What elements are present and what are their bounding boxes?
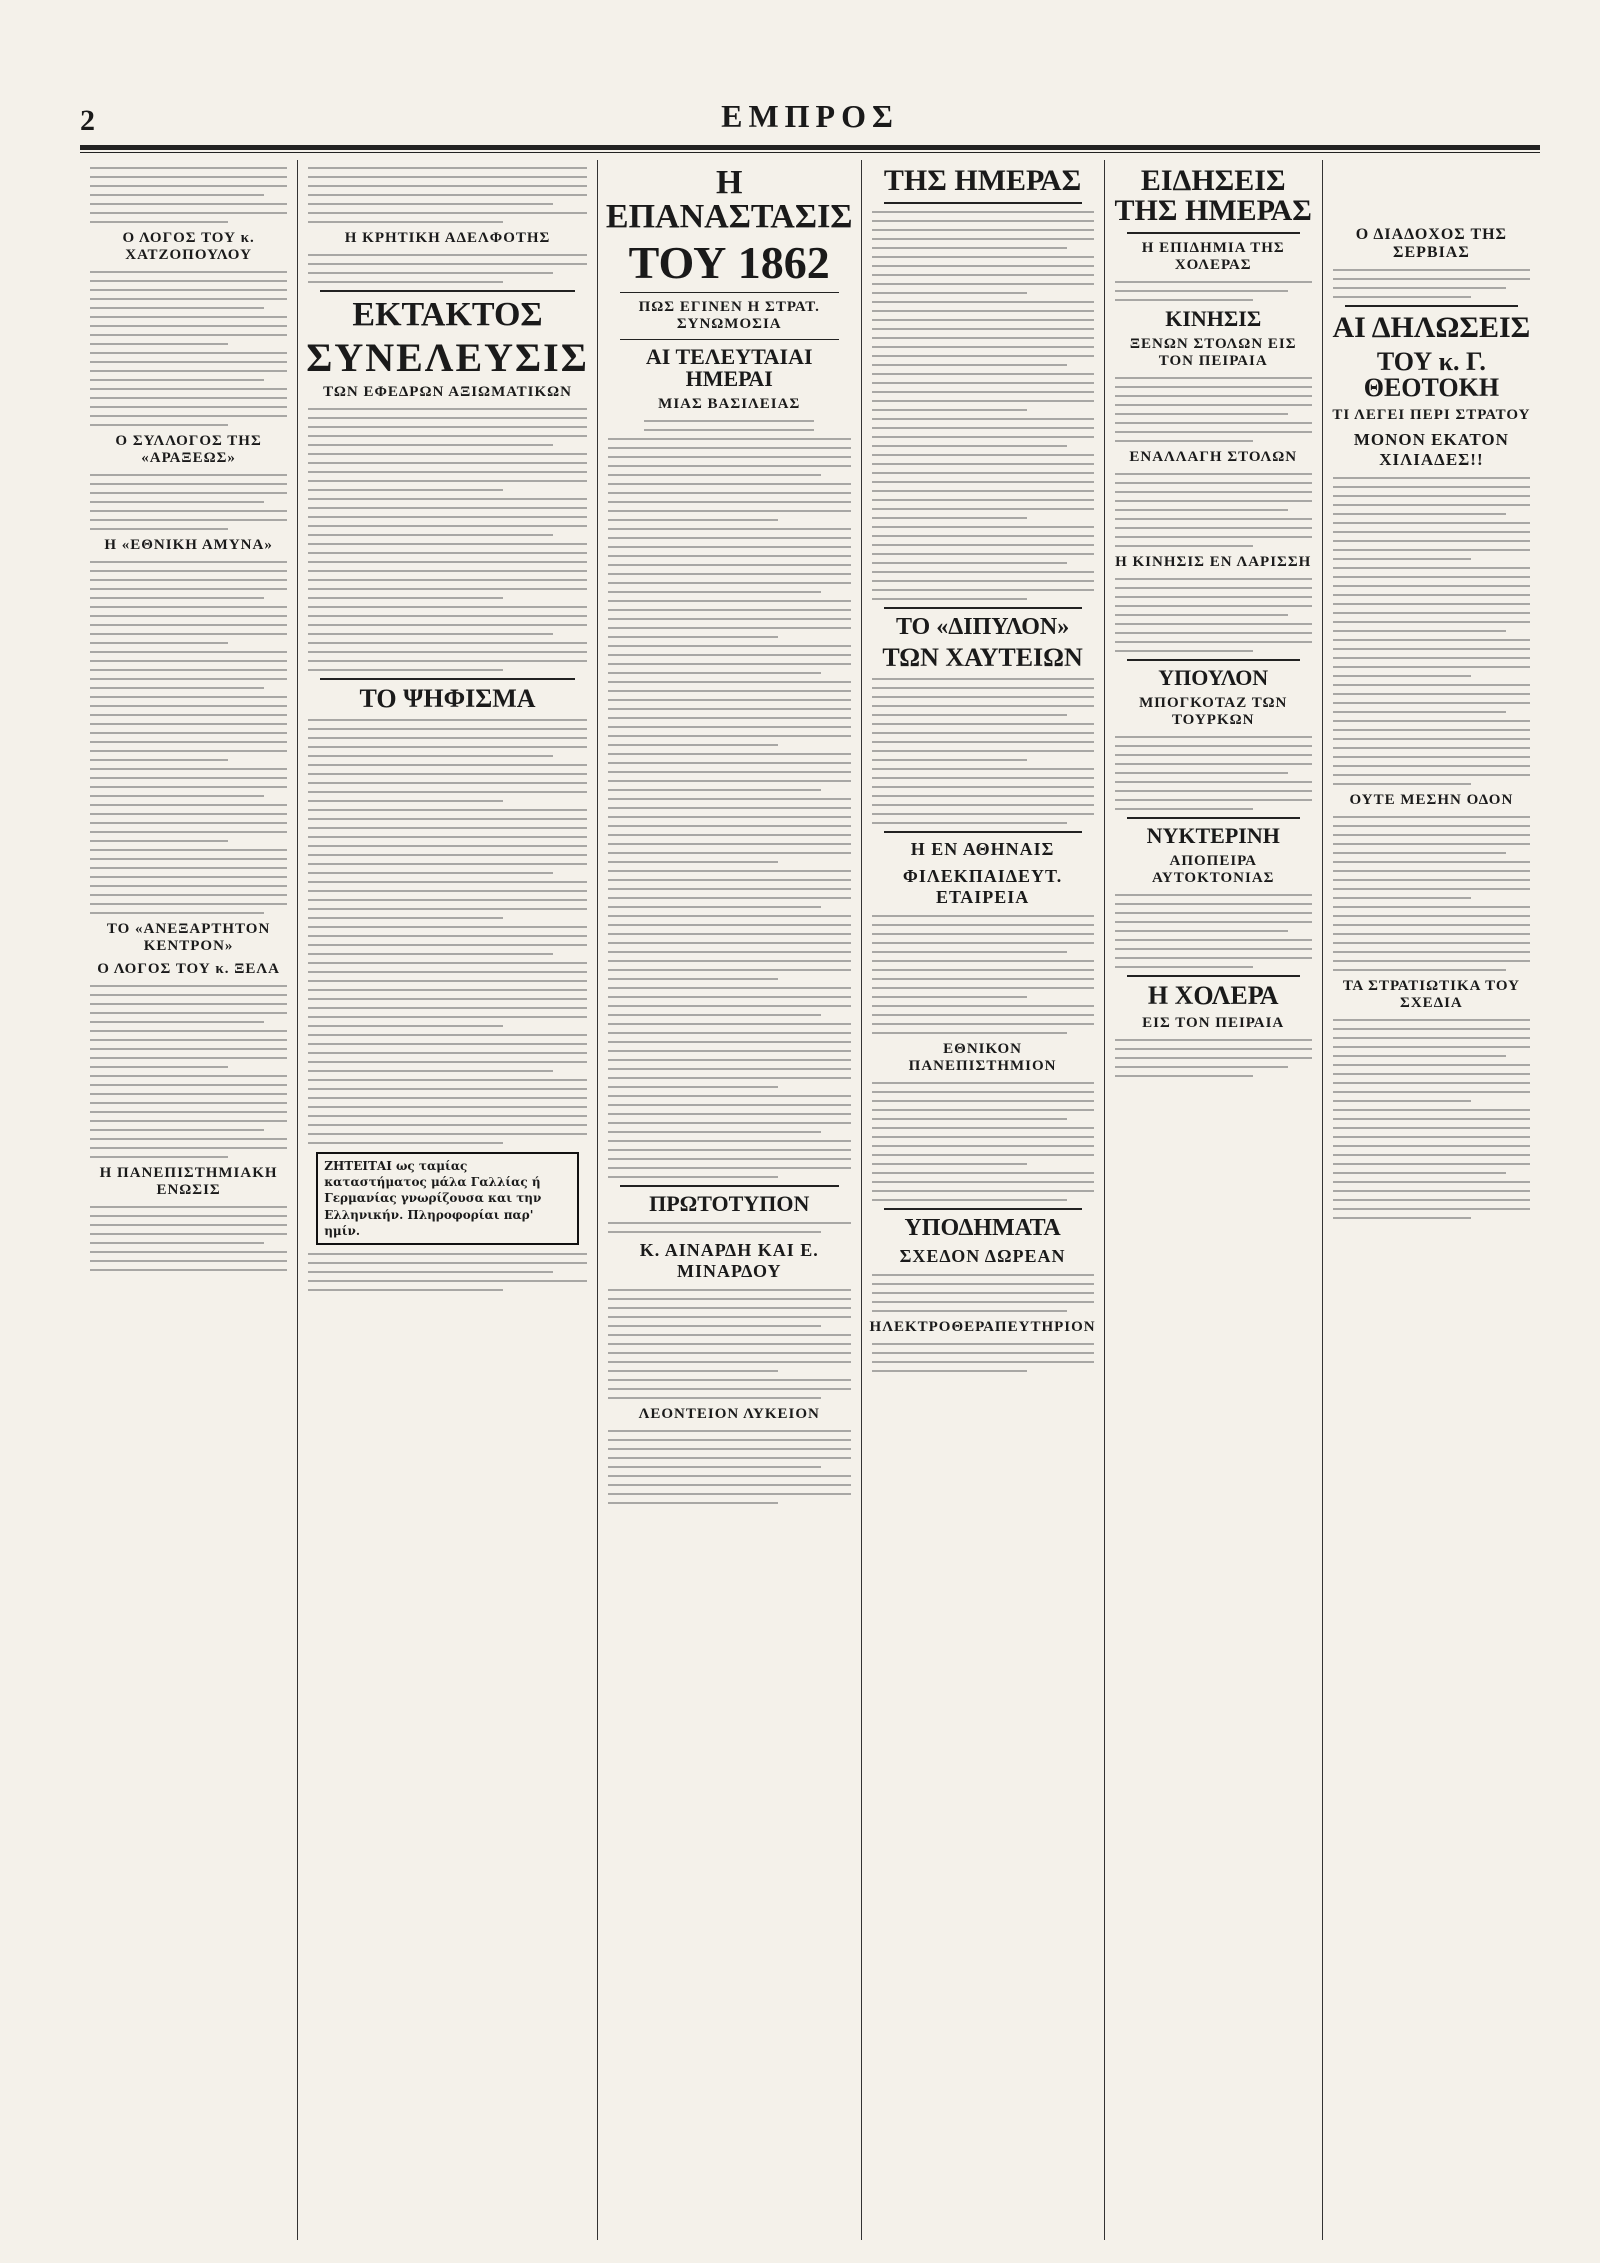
headline-sub: ΤΩΝ ΕΦΕΔΡΩΝ ΑΞΙΩΜΑΤΙΚΩΝ <box>323 384 572 400</box>
headline: Η ΧΟΛΕΡΑ <box>1147 981 1279 1010</box>
article-body <box>872 915 1094 1034</box>
article-body <box>1115 473 1312 547</box>
article-body <box>872 211 1094 600</box>
article-body <box>308 167 587 223</box>
article-body <box>608 1430 851 1504</box>
headline-large: ΤΟ ΨΗΦΙΣΜΑ <box>359 684 536 713</box>
headline-large: ΤΟΥ 1862 <box>628 237 830 288</box>
article-body <box>1115 736 1312 810</box>
headline: ΕΘΝΙΚΟΝ ΠΑΝΕΠΙΣΤΗΜΙΟΝ <box>908 1041 1057 1074</box>
headline: Ο ΣΥΛΛΟΓΟΣ ΤΗΣ «ΑΡΑΞΕΩΣ» <box>115 433 262 466</box>
headline-sub: ΜΟΝΟΝ ΕΚΑΤΟΝ ΧΙΛΙΑΔΕΣ!! <box>1353 430 1509 469</box>
column-6 <box>1323 160 1540 2240</box>
newspaper-name: ΕΜΠΡΟΣ <box>721 98 899 134</box>
masthead <box>80 92 1540 142</box>
article-body <box>872 1082 1094 1201</box>
article-body <box>90 271 287 426</box>
headline: ΕΝΑΛΛΑΓΗ ΣΤΟΛΩΝ <box>1129 449 1298 465</box>
headline-sub: Η ΕΠΙΔΗΜΙΑ ΤΗΣ ΧΟΛΕΡΑΣ <box>1141 240 1285 273</box>
article-body <box>1333 477 1530 785</box>
headline-sub: ΠΩΣ ΕΓΙΝΕΝ Η ΣΤΡΑΤ. ΣΥΝΩΜΟΣΙΑ <box>638 299 820 332</box>
headline: Η «ΕΘΝΙΚΗ ΑΜΥΝΑ» <box>104 537 273 553</box>
column-5 <box>1105 160 1323 2240</box>
article-body <box>1333 816 1530 971</box>
headline-large: ΤΗΣ ΗΜΕΡΑΣ <box>883 164 1082 197</box>
headline-large: ΤΟΥ κ. Γ. ΘΕΟΤΟΚΗ <box>1363 347 1500 402</box>
headline: Η ΚΙΝΗΣΙΣ ΕΝ ΛΑΡΙΣΣΗ <box>1115 554 1312 570</box>
headline-large: ΑΙ ΔΗΛΩΣΕΙΣ <box>1332 311 1531 344</box>
headline: Κ. ΑΙΝΑΡΔΗ ΚΑΙ Ε. ΜΙΝΑΡΔΟΥ <box>639 1240 819 1281</box>
headline-sub: ΕΙΣ ΤΟΝ ΠΕΙΡΑΙΑ <box>1142 1015 1285 1031</box>
article-body <box>608 420 851 1178</box>
article-body <box>90 985 287 1158</box>
headline: ΤΩΝ ΧΑΥΤΕΙΩΝ <box>882 643 1083 672</box>
article-body <box>1115 377 1312 442</box>
headline: ΝΥΚΤΕΡΙΝΗ <box>1146 823 1280 848</box>
headline: Η ΠΑΝΕΠΙΣΤΗΜΙΑΚΗ ΕΝΩΣΙΣ <box>99 1165 278 1198</box>
headline-sub: ΜΠΟΓΚΟΤΑΖ ΤΩΝ ΤΟΥΡΚΩΝ <box>1139 695 1288 728</box>
article-body <box>872 1274 1094 1312</box>
headline: Η ΚΡΗΤΙΚΗ ΑΔΕΛΦΟΤΗΣ <box>344 230 551 246</box>
page-columns <box>80 160 1540 2240</box>
masthead-rule <box>80 145 1540 150</box>
article-body <box>872 678 1094 824</box>
page-number: 2 <box>80 104 95 137</box>
headline: ΥΠΟΔΗΜΑΤΑ <box>904 1215 1061 1241</box>
article-body <box>608 1289 851 1399</box>
article-body <box>1333 1019 1530 1219</box>
headline-large: ΣΥΝΕΛΕΥΣΙΣ <box>306 335 589 380</box>
headline: ΠΡΩΤΟΤΥΠΟΝ <box>649 1191 810 1216</box>
article-body <box>1115 281 1312 301</box>
column-2 <box>298 160 598 2240</box>
headline: ΤΟ «ΑΝΕΞΑΡΤΗΤΟΝ ΚΕΝΤΡΟΝ» <box>106 921 271 954</box>
classified-notice: ΖΗΤΕΙΤΑΙ ως ταμίας καταστήματος μάλα Γαλλίας ή Γερμανίας γνωρίζουσα και την Ελληνικήν. Πληροφορίαι παρ' ημίν. <box>316 1152 579 1245</box>
headline: Ο ΛΟΓΟΣ ΤΟΥ κ. ΧΑΤΖΟΠΟΥΛΟΥ <box>122 230 255 263</box>
headline-sub: ΤΙ ΛΕΓΕΙ ΠΕΡΙ ΣΤΡΑΤΟΥ <box>1332 407 1531 423</box>
article-body <box>872 1343 1094 1372</box>
article-body <box>1115 894 1312 968</box>
masthead-rule-thin <box>80 152 1540 153</box>
article-body <box>90 561 287 914</box>
article-body <box>1115 1039 1312 1077</box>
headline: ΛΕΟΝΤΕΙΟΝ ΛΥΚΕΙΟΝ <box>638 1406 820 1422</box>
headline: ΤΑ ΣΤΡΑΤΙΩΤΙΚΑ ΤΟΥ ΣΧΕΔΙΑ <box>1342 978 1520 1011</box>
headline-large: Η ΕΠΑΝΑΣΤΑΣΙΣ <box>605 164 853 235</box>
headline: Ο ΛΟΓΟΣ ΤΟΥ κ. ΞΕΛΑ <box>97 961 280 977</box>
article-body <box>308 719 587 1144</box>
headline: Η ΕΝ ΑΘΗΝΑΙΣ <box>910 839 1055 859</box>
article-body <box>90 1206 287 1271</box>
article-body <box>308 408 587 671</box>
headline: Ο ΔΙΑΔΟΧΟΣ ΤΗΣ ΣΕΡΒΙΑΣ <box>1355 226 1508 261</box>
headline-large: ΕΚΤΑΚΤΟΣ <box>352 296 543 333</box>
headline-sub: ΑΠΟΠΕΙΡΑ ΑΥΤΟΚΤΟΝΙΑΣ <box>1151 853 1275 886</box>
article-body <box>608 1222 851 1233</box>
section-banner: ΕΙΔΗΣΕΙΣ ΤΗΣ ΗΜΕΡΑΣ <box>1114 164 1312 227</box>
article-body <box>90 167 287 223</box>
headline-large: ΑΙ ΤΕΛΕΥΤΑΙΑΙ ΗΜΕΡΑΙ <box>645 344 813 391</box>
column-4 <box>862 160 1105 2240</box>
column-3 <box>598 160 862 2240</box>
headline: ΗΛΕΚΤΡΟΘΕΡΑΠΕΥΤΗΡΙΟΝ <box>869 1319 1096 1335</box>
article-body <box>90 474 287 530</box>
column-1 <box>80 160 298 2240</box>
headline: ΣΧΕΔΟΝ ΔΩΡΕΑΝ <box>899 1246 1066 1266</box>
article-body <box>1333 269 1530 298</box>
headline: ΟΥΤΕ ΜΕΣΗΝ ΟΔΟΝ <box>1349 792 1514 808</box>
headline-sub: ΞΕΝΩΝ ΣΤΟΛΩΝ ΕΙΣ ΤΟΝ ΠΕΙΡΑΙΑ <box>1129 336 1297 369</box>
article-body <box>308 254 587 283</box>
article-body <box>1115 578 1312 652</box>
headline: ΤΟ «ΔΙΠΥΛΟΝ» <box>895 614 1070 640</box>
headline: ΥΠΟΥΛΟΝ <box>1158 665 1269 690</box>
headline-sub: ΜΙΑΣ ΒΑΣΙΛΕΙΑΣ <box>658 396 801 412</box>
headline: ΦΙΛΕΚΠΑΙΔΕΥΤ. ΕΤΑΙΡΕΙΑ <box>902 866 1063 907</box>
article-body <box>308 1253 587 1291</box>
headline: ΚΙΝΗΣΙΣ <box>1165 306 1262 331</box>
